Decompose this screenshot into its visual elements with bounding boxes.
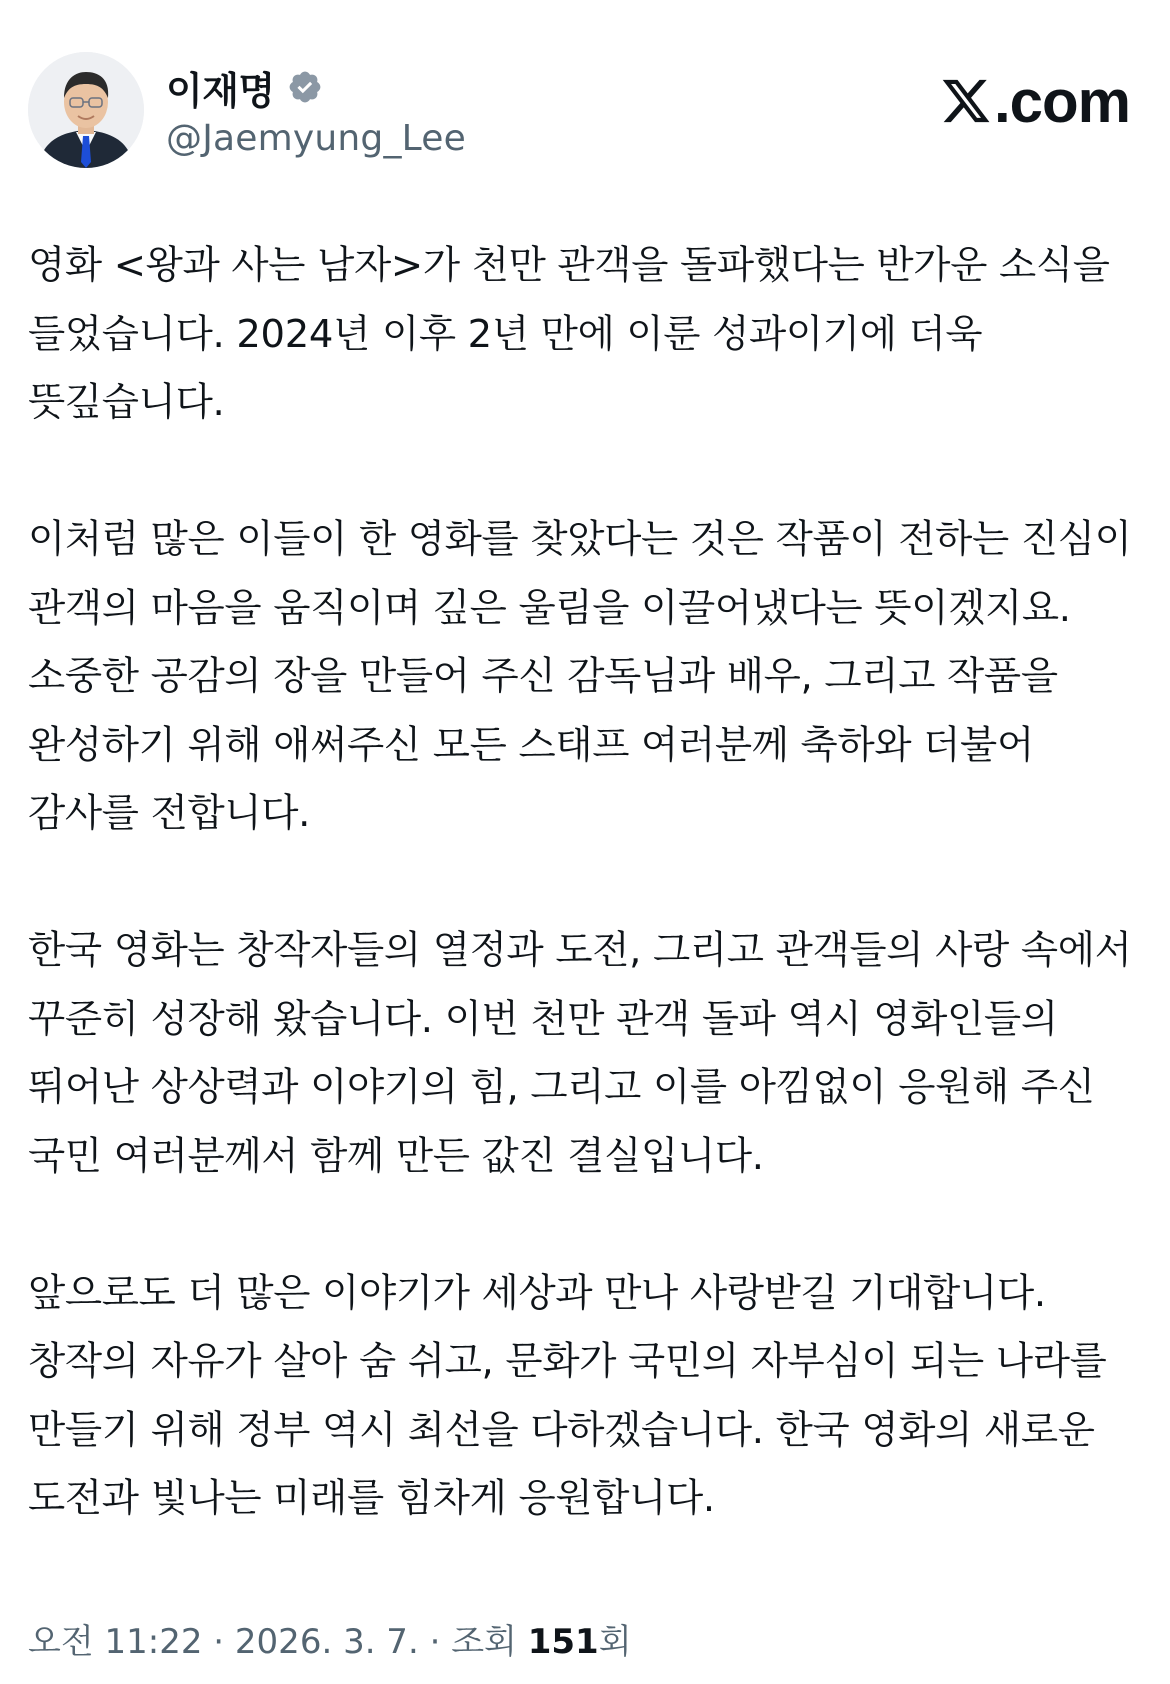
portrait-avatar-icon bbox=[28, 52, 144, 168]
views-label: 조회 bbox=[451, 1622, 517, 1662]
avatar[interactable] bbox=[28, 52, 144, 168]
post-meta bbox=[28, 1614, 632, 1663]
meta-separator: · bbox=[202, 1622, 235, 1662]
views-count: 151 bbox=[527, 1622, 599, 1662]
display-name[interactable]: 이재명 bbox=[166, 68, 275, 113]
author-handle[interactable]: @Jaemyung_Lee bbox=[166, 118, 467, 159]
post-header bbox=[28, 52, 1142, 170]
verified-badge-icon bbox=[287, 69, 323, 105]
views-suffix: 회 bbox=[598, 1622, 632, 1662]
author-info bbox=[166, 62, 466, 159]
x-logo-icon bbox=[940, 75, 992, 127]
post-body bbox=[28, 232, 1146, 1602]
brand-text: .com bbox=[993, 67, 1130, 135]
post-paragraph: 한국 영화는 창작자들의 열정과 도전, 그리고 관객들의 사랑 속에서 꾸준히 성장해 왔습니다. 이번 천만 관객 돌파 역시 영화인들의 뛰어난 상상력과 이야기의 힘, 그리고 이를 아낌없이 응원해 주신 국민 여러분께서 함께 만든 값진 결실입니다. bbox=[28, 928, 1132, 1179]
post-time[interactable]: 오전 11:22 bbox=[28, 1622, 203, 1662]
post-date[interactable]: 2026. 3. 7. bbox=[234, 1622, 419, 1662]
meta-separator: · bbox=[418, 1622, 452, 1662]
post-paragraph: 이처럼 많은 이들이 한 영화를 찾았다는 것은 작품이 전하는 진심이 관객의 마음을 움직이며 깊은 울림을 이끌어냈다는 뜻이겠지요. 소중한 공감의 장을 만들어 주신 감독님과 배우, 그리고 작품을 완성하기 위해 애써주신 모든 스태프 여러분께 축하와 더불어 감사를 전합니다. bbox=[28, 517, 1132, 836]
brand-logo bbox=[940, 66, 1130, 136]
post-paragraph: 영화 <왕과 사는 남자>가 천만 관객을 돌파했다는 반가운 소식을 들었습니다. 2024년 이후 2년 만에 이룬 성과이기에 더욱 뜻깊습니다. bbox=[28, 243, 1110, 425]
name-row bbox=[166, 62, 466, 112]
post-paragraph: 앞으로도 더 많은 이야기가 세상과 만나 사랑받길 기대합니다. 창작의 자유가 살아 숨 쉬고, 문화가 국민의 자부심이 되는 나라를 만들기 위해 정부 역시 최선을 다하겠습니다. 한국 영화의 새로운 도전과 빛나는 미래를 힘차게 응원합니다. bbox=[28, 1270, 1107, 1521]
